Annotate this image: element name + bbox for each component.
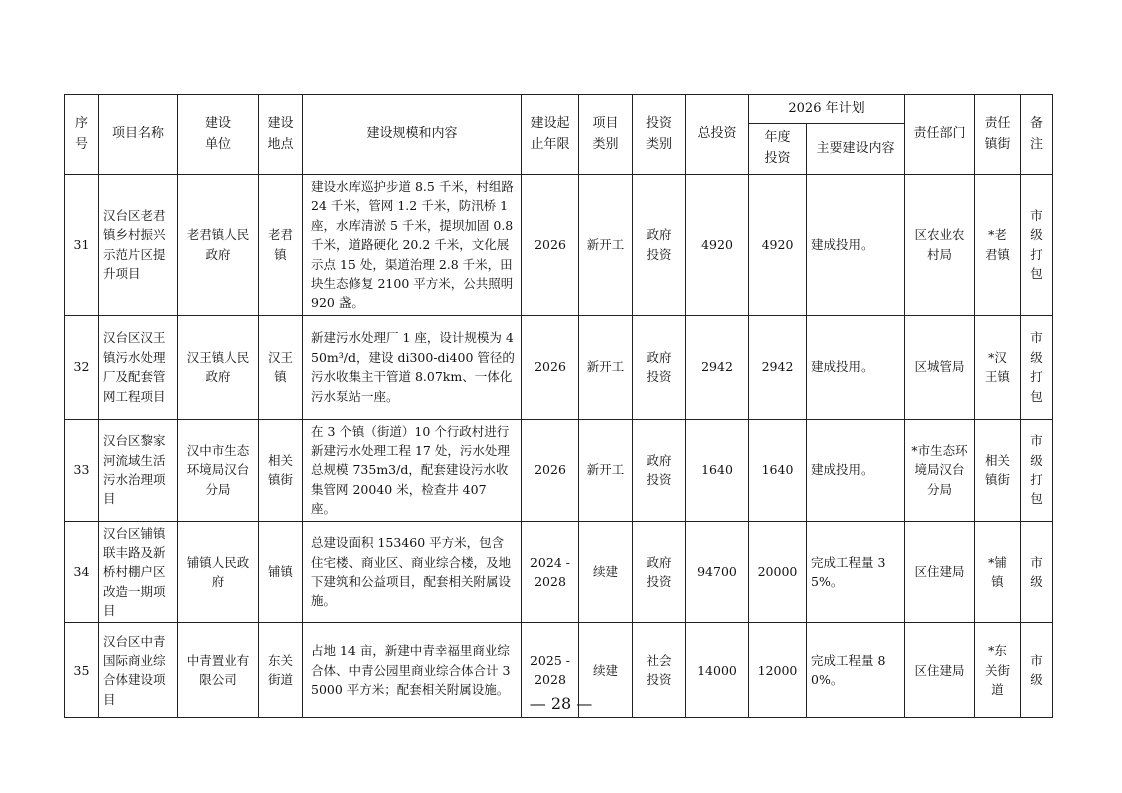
header-plan-group: 2026 年计划 [749,95,905,124]
cell-scope: 总建设面积 153460 平方米，包含住宅楼、商业区、商业综合楼，及地下建筑和公益项目，配套相关附属设施。 [303,521,522,623]
cell-category: 续建 [579,521,633,623]
cell-street: *铺 镇 [975,521,1021,623]
cell-location: 老君镇 [259,175,303,316]
cell-period: 2025 - 2028 [522,623,579,718]
cell-remark: 市 级 打 包 [1021,419,1053,521]
cell-total-investment: 2942 [686,315,749,419]
header-annual-investment: 年度 投资 [749,124,807,175]
cell-scope: 新建污水处理厂 1 座，设计规模为 450m³/d，建设 di300-di400 管径的污水收集主干管道 8.07km、一体化污水泵站一座。 [303,315,522,419]
header-category: 项目 类别 [579,95,633,175]
cell-street: *东 关街 道 [975,623,1021,718]
cell-category: 新开工 [579,175,633,316]
header-row-1 [65,95,1053,124]
cell-scope: 在 3 个镇（街道）10 个行政村进行新建污水处理工程 17 处，污水处理总规模 735m3/d，配套建设污水收集管网 20040 米，检查井 407 座。 [303,419,522,521]
cell-total-investment: 1640 [686,419,749,521]
cell-investment-type: 政府 投资 [633,419,686,521]
cell-no: 34 [65,521,99,623]
cell-annual-investment: 20000 [749,521,807,623]
cell-scope: 建设水库巡护步道 8.5 千米，村组路 24 千米，管网 1.2 千米，防汛桥 1 座，水库清淤 5 千米，提坝加固 0.8 千米，道路硬化 20.2 千米，文化展示点 15 处，渠道治理 2.8 千米，田块生态修复 2100 平方米，公共照明 920 盏。 [303,175,522,316]
cell-main-content: 完成工程量 35%。 [807,521,905,623]
header-remark: 备 注 [1021,95,1053,175]
cell-unit: 铺镇人民政府 [178,521,259,623]
cell-investment-type: 社会 投资 [633,623,686,718]
cell-remark: 市 级 [1021,521,1053,623]
cell-annual-investment: 12000 [749,623,807,718]
table-row [65,315,1053,419]
table-row [65,175,1053,316]
cell-department: 区城管局 [905,315,975,419]
header-no: 序 号 [65,95,99,175]
cell-investment-type: 政府 投资 [633,521,686,623]
cell-location: 相关镇街 [259,419,303,521]
cell-unit: 中青置业有限公司 [178,623,259,718]
cell-department: 区农业农村局 [905,175,975,316]
cell-no: 31 [65,175,99,316]
cell-total-investment: 4920 [686,175,749,316]
cell-department: 区住建局 [905,521,975,623]
cell-main-content: 建成投用。 [807,315,905,419]
cell-department: *市生态环境局汉台分局 [905,419,975,521]
cell-period: 2026 [522,315,579,419]
cell-main-content: 建成投用。 [807,419,905,521]
cell-remark: 市 级 打 包 [1021,315,1053,419]
header-total-investment: 总投资 [686,95,749,175]
header-location: 建设 地点 [259,95,303,175]
cell-main-content: 建成投用。 [807,175,905,316]
page-number: — 28 — [529,694,593,713]
cell-scope: 占地 14 亩，新建中青幸福里商业综合体、中青公园里商业综合体合计 35000 平方米；配套相关附属设施。 [303,623,522,718]
cell-name: 汉台区中青国际商业综合体建设项目 [99,623,178,718]
cell-street: 相关 镇街 [975,419,1021,521]
cell-period: 2026 [522,419,579,521]
cell-no: 33 [65,419,99,521]
header-street: 责任 镇街 [975,95,1021,175]
cell-annual-investment: 1640 [749,419,807,521]
cell-unit: 老君镇人民政府 [178,175,259,316]
cell-name: 汉台区老君镇乡村振兴示范片区提升项目 [99,175,178,316]
cell-investment-type: 政府 投资 [633,315,686,419]
project-plan-table [64,94,1053,718]
cell-annual-investment: 2942 [749,315,807,419]
cell-location: 东关街道 [259,623,303,718]
cell-main-content: 完成工程量 80%。 [807,623,905,718]
header-scope: 建设规模和内容 [303,95,522,175]
header-investment-type: 投资 类别 [633,95,686,175]
cell-unit: 汉中市生态环境局汉台分局 [178,419,259,521]
cell-period: 2026 [522,175,579,316]
cell-total-investment: 14000 [686,623,749,718]
cell-total-investment: 94700 [686,521,749,623]
header-main-content: 主要建设内容 [807,124,905,175]
cell-remark: 市 级 [1021,623,1053,718]
cell-category: 新开工 [579,315,633,419]
header-unit: 建设 单位 [178,95,259,175]
header-name: 项目名称 [99,95,178,175]
table-row [65,521,1053,623]
cell-annual-investment: 4920 [749,175,807,316]
cell-street: *老 君镇 [975,175,1021,316]
cell-unit: 汉王镇人民政府 [178,315,259,419]
cell-category: 新开工 [579,419,633,521]
header-department: 责任部门 [905,95,975,175]
cell-investment-type: 政府 投资 [633,175,686,316]
cell-category: 续建 [579,623,633,718]
cell-name: 汉台区汉王镇污水处理厂及配套管网工程项目 [99,315,178,419]
cell-name: 汉台区黎家河流域生活污水治理项目 [99,419,178,521]
header-period: 建设起 止年限 [522,95,579,175]
cell-no: 32 [65,315,99,419]
cell-location: 汉王镇 [259,315,303,419]
cell-no: 35 [65,623,99,718]
cell-location: 铺镇 [259,521,303,623]
cell-remark: 市 级 打 包 [1021,175,1053,316]
cell-name: 汉台区铺镇联丰路及新桥村棚户区改造一期项目 [99,521,178,623]
table-row [65,419,1053,521]
cell-period: 2024 - 2028 [522,521,579,623]
cell-department: 区住建局 [905,623,975,718]
cell-street: *汉 王镇 [975,315,1021,419]
